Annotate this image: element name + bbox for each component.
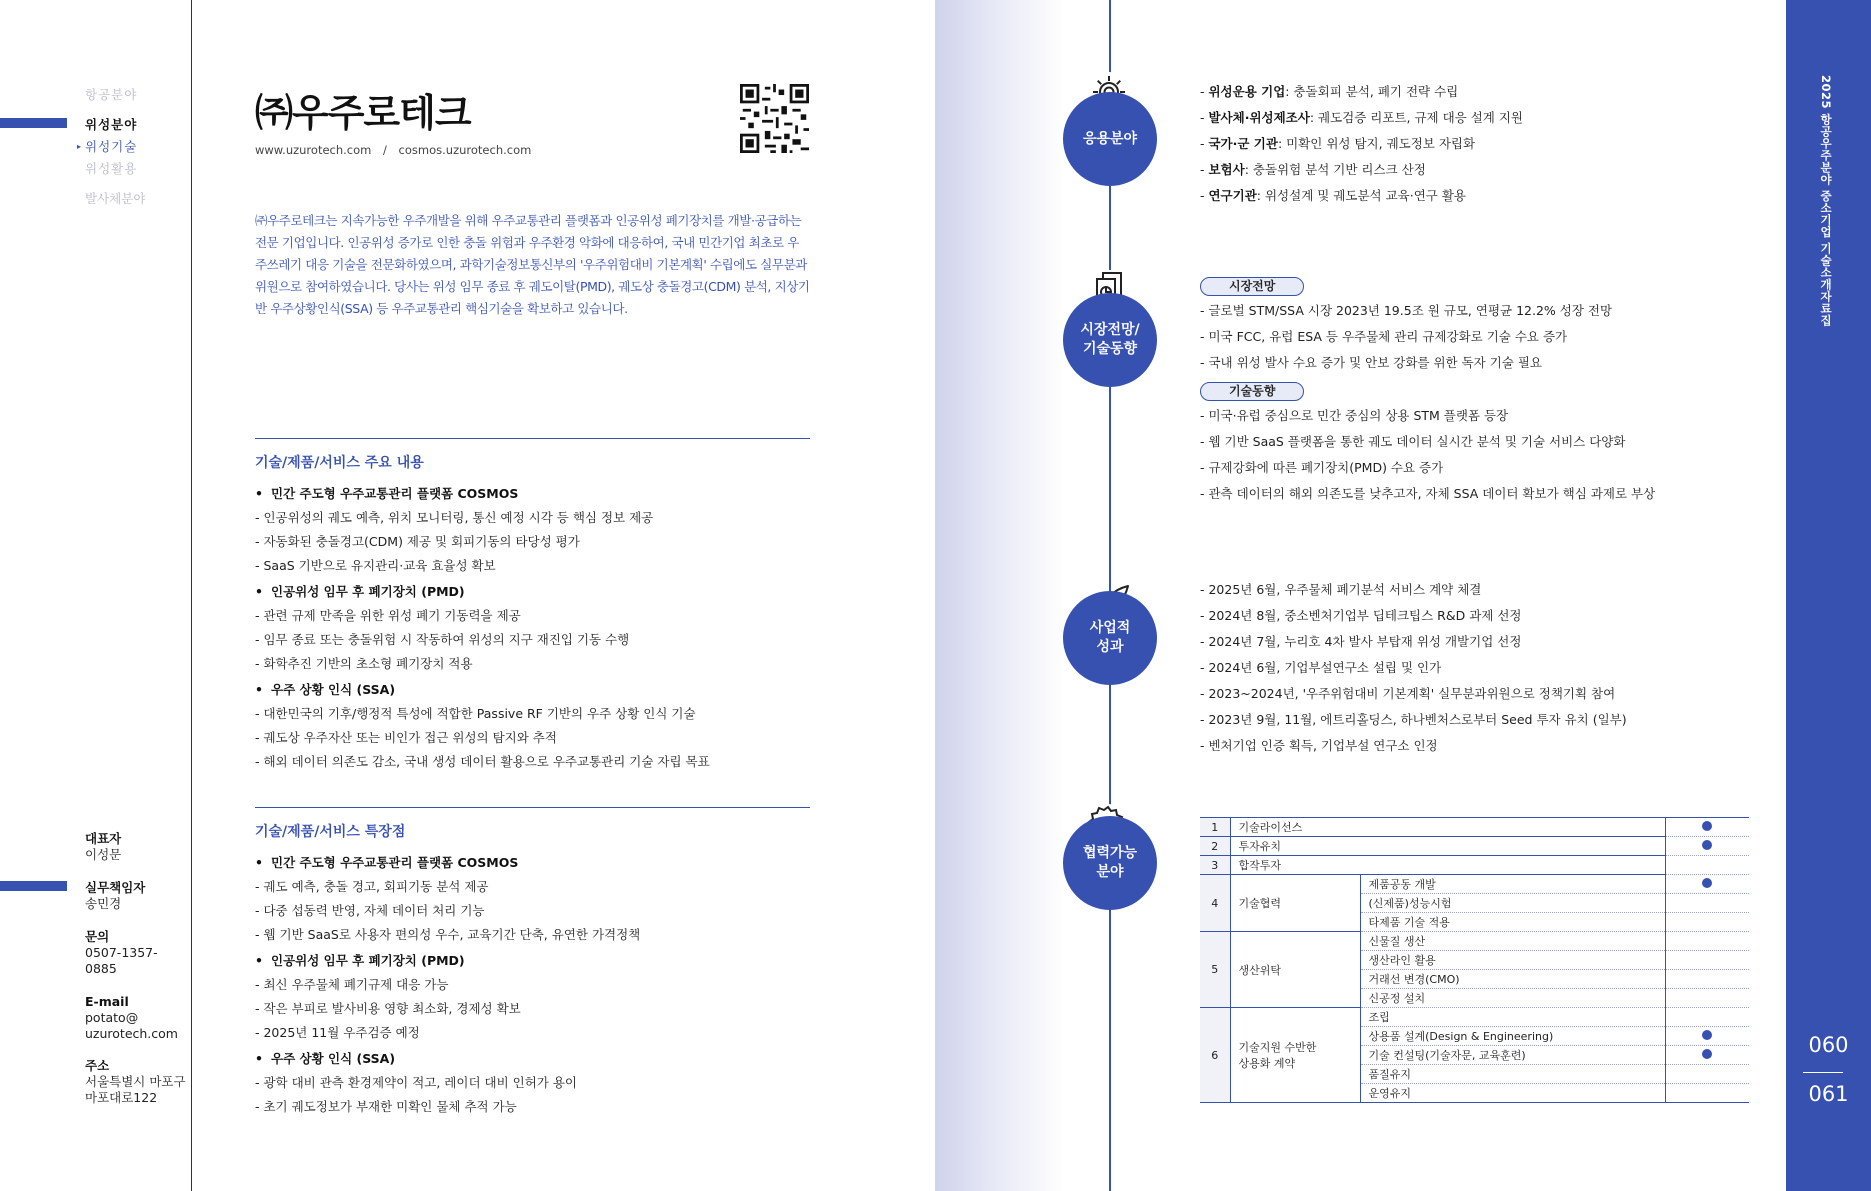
row-category: 투자유치 <box>1230 837 1665 856</box>
application-item <box>1200 183 1760 209</box>
main-group-head: • 우주 상황 인식 (SSA) <box>255 678 815 702</box>
market-item: - 글로벌 STM/SSA 시장 2023년 19.5조 원 규모, 연평균 12.2% 성장 전망 <box>1200 298 1760 324</box>
table-row <box>1200 875 1749 894</box>
main-item: - 해외 데이터 의존도 감소, 국내 생성 데이터 활용으로 우주교통관리 기술 자립 목표 <box>255 750 815 774</box>
row-subcategory: 상용품 설계(Design & Engineering) <box>1360 1027 1665 1046</box>
application-item-text: : 충돌회피 분석, 폐기 전략 수립 <box>1285 84 1459 99</box>
contact-phone <box>85 928 195 977</box>
table-row <box>1200 932 1749 951</box>
url-separator: / <box>383 143 387 157</box>
feature-item: - 웹 기반 SaaS로 사용자 편의성 우수, 교육기간 단축, 유연한 가격정책 <box>255 923 815 947</box>
achievement-item: - 2023~2024년, '우주위험대비 기본계획' 실무분과위원으로 정책기획 참여 <box>1200 681 1760 707</box>
table-row <box>1200 818 1749 837</box>
feature-item: - 최신 우주물체 폐기규제 대응 가능 <box>255 973 815 997</box>
company-intro: ㈜우주로테크는 지속가능한 우주개발을 위해 우주교통관리 플랫폼과 인공위성 폐기장치를 개발·공급하는 전문 기업입니다. 인공위성 증가로 인한 충돌 위험과 우주환경 악화에 대응하여, 국내 민간기업 최초로 우주쓰레기 대응 기술을 전문화하였으며, 과학기술정보통신부의 '우주위험대비 기본계획' 수립에도 실무분과위원으로 참여하였습니다. 당사는 위성 임무 종료 후 궤도이탈(PMD), 궤도상 충돌경고(CDM) 분석, 지상기반 우주상황인식(SSA) 등 우주교통관리 핵심기술을 확보하고 있습니다. <box>255 213 810 316</box>
contact-address <box>85 1057 195 1106</box>
phone-value: 0507-1357- 0885 <box>85 945 158 976</box>
achievement-item: - 2025년 6월, 우주물체 폐기분석 서비스 계약 체결 <box>1200 577 1760 603</box>
address-value: 서울특별시 마포구 마포대로122 <box>85 1074 186 1105</box>
row-subcategory: (신제품)성능시험 <box>1360 894 1665 913</box>
address-label: 주소 <box>85 1058 110 1073</box>
manager-label: 실무책임자 <box>85 880 146 895</box>
sidebar-marker-category <box>0 118 67 128</box>
email-label: E-mail <box>85 994 129 1009</box>
nav-item-satellite-use[interactable]: 위성활용 <box>85 161 138 176</box>
section-divider-features <box>255 807 810 808</box>
pill-market: 시장전망 <box>1200 277 1304 296</box>
row-number: 5 <box>1200 932 1230 1008</box>
row-check-cell <box>1665 932 1749 951</box>
row-check-cell <box>1665 1027 1749 1046</box>
trend-item: - 관측 데이터의 해외 의존도를 낮추고자, 자체 SSA 데이터 확보가 핵심 과제로 부상 <box>1200 481 1760 507</box>
left-page <box>0 0 935 1191</box>
row-subcategory: 조립 <box>1360 1008 1665 1027</box>
check-dot-icon <box>1702 878 1712 888</box>
achievement-item: - 벤처기업 인증 획득, 기업부설 연구소 인정 <box>1200 733 1760 759</box>
feature-group-head: • 민간 주도형 우주교통관리 플랫폼 COSMOS <box>255 851 815 875</box>
application-item-bold: 발사체·위성제조사 <box>1208 110 1310 125</box>
application-item-bold: 연구기관 <box>1208 188 1257 203</box>
row-check-cell <box>1665 1008 1749 1027</box>
feature-item: - 작은 부피로 발사비용 영향 최소화, 경제성 확보 <box>255 997 815 1021</box>
row-subcategory: 거래선 변경(CMO) <box>1360 970 1665 989</box>
row-subcategory: 타제품 기술 적용 <box>1360 913 1665 932</box>
table-row <box>1200 1008 1749 1027</box>
row-check-cell <box>1665 837 1749 856</box>
main-content-list <box>255 482 815 774</box>
nav-item-satellite-tech-label: 위성기술 <box>85 139 138 154</box>
row-number: 1 <box>1200 818 1230 837</box>
achievement-item: - 2024년 6월, 기업부설연구소 설립 및 인가 <box>1200 655 1760 681</box>
main-item: - 화학추진 기반의 초소형 폐기장치 적용 <box>255 652 815 676</box>
achievement-item: - 2023년 9월, 11월, 에트리홀딩스, 하나벤처스로부터 Seed 투자 유치 (일부) <box>1200 707 1760 733</box>
row-number: 2 <box>1200 837 1230 856</box>
application-item <box>1200 79 1760 105</box>
cooperation-table <box>1200 817 1749 1103</box>
row-number: 6 <box>1200 1008 1230 1103</box>
nav-item-satellite[interactable]: 위성분야 <box>85 117 138 132</box>
section-title-features: 기술/제품/서비스 특장점 <box>255 824 406 840</box>
manager-value: 송민경 <box>85 896 122 911</box>
row-check-cell <box>1665 856 1749 875</box>
application-item <box>1200 105 1760 131</box>
market-list <box>1200 275 1760 507</box>
page-gutter <box>935 0 1065 1191</box>
row-check-cell <box>1665 970 1749 989</box>
check-dot-icon <box>1702 821 1712 831</box>
row-category: 기술협력 <box>1230 875 1360 932</box>
contact-manager <box>85 879 195 912</box>
ceo-label: 대표자 <box>85 831 122 846</box>
feature-item: - 광학 대비 관측 환경제약이 적고, 레이더 대비 인허가 용이 <box>255 1071 815 1095</box>
nav-item-aviation[interactable]: 항공분야 <box>85 87 138 102</box>
row-subcategory: 생산라인 활용 <box>1360 951 1665 970</box>
application-item-text: : 위성설계 및 궤도분석 교육·연구 활용 <box>1256 188 1466 203</box>
row-check-cell <box>1665 875 1749 894</box>
check-dot-icon <box>1702 1049 1712 1059</box>
page-number-right: 061 <box>1808 1082 1849 1106</box>
application-item <box>1200 157 1760 183</box>
feature-item: - 다중 섭동력 반영, 자체 데이터 처리 기능 <box>255 899 815 923</box>
check-dot-icon <box>1702 1030 1712 1040</box>
contact-ceo <box>85 830 195 863</box>
row-category: 기술지원 수반한 상용화 계약 <box>1230 1008 1360 1103</box>
achievement-item: - 2024년 7월, 누리호 4차 발사 부탑재 위성 개발기업 선정 <box>1200 629 1760 655</box>
row-check-cell <box>1665 913 1749 932</box>
feature-group-head: • 우주 상황 인식 (SSA) <box>255 1047 815 1071</box>
section-divider-main <box>255 438 810 439</box>
email-value: potato@ uzurotech.com <box>85 1010 178 1041</box>
feature-item: - 2025년 11월 우주검증 예정 <box>255 1021 815 1045</box>
feature-group-head: • 인공위성 임무 후 폐기장치 (PMD) <box>255 949 815 973</box>
nav-arrow-icon: ▸ <box>77 142 83 151</box>
company-url-cosmos[interactable]: cosmos.uzurotech.com <box>398 143 532 157</box>
row-check-cell <box>1665 1065 1749 1084</box>
row-category: 생산위탁 <box>1230 932 1360 1008</box>
main-item: - SaaS 기반으로 유지관리·교육 효율성 확보 <box>255 554 815 578</box>
contact-email <box>85 993 195 1042</box>
company-urls <box>255 143 531 157</box>
row-check-cell <box>1665 951 1749 970</box>
trend-item: - 미국·유럽 중심으로 민간 중심의 상용 STM 플랫폼 등장 <box>1200 403 1760 429</box>
main-group-head: • 민간 주도형 우주교통관리 플랫폼 COSMOS <box>255 482 815 506</box>
category-nav <box>77 84 185 210</box>
table-row <box>1200 837 1749 856</box>
market-item: - 국내 위성 발사 수요 증가 및 안보 강화를 위한 독자 기술 필요 <box>1200 350 1760 376</box>
main-item: - 대한민국의 기후/행정적 특성에 적합한 Passive RF 기반의 우주 상황 인식 기술 <box>255 702 815 726</box>
row-subcategory: 신공정 설치 <box>1360 989 1665 1008</box>
company-url-main[interactable]: www.uzurotech.com <box>255 143 372 157</box>
trend-item: - 웹 기반 SaaS 플랫폼을 통한 궤도 데이터 실시간 분석 및 기술 서비스 다양화 <box>1200 429 1760 455</box>
nav-item-launch[interactable]: 발사체분야 <box>85 191 146 206</box>
row-check-cell <box>1665 818 1749 837</box>
pill-tech-trend: 기술동향 <box>1200 382 1304 401</box>
application-item-text: : 충돌위험 분석 기반 리스크 산정 <box>1244 162 1426 177</box>
market-item: - 미국 FCC, 유럽 ESA 등 우주물체 관리 규제강화로 기술 수요 증가 <box>1200 324 1760 350</box>
application-list <box>1200 79 1760 209</box>
row-subcategory: 제품공동 개발 <box>1360 875 1665 894</box>
main-group-head: • 인공위성 임무 후 폐기장치 (PMD) <box>255 580 815 604</box>
page-number-separator <box>1803 1072 1843 1073</box>
qr-code-icon[interactable] <box>740 84 809 153</box>
row-check-cell <box>1665 1046 1749 1065</box>
row-category: 기술라이선스 <box>1230 818 1665 837</box>
main-item: - 자동화된 충돌경고(CDM) 제공 및 회피기동의 타당성 평가 <box>255 530 815 554</box>
book-title: 2025 항공우주분야 중소기업 기술소개자료집 <box>1819 75 1833 327</box>
achievement-item: - 2024년 8월, 중소벤처기업부 딥테크팁스 R&D 과제 선정 <box>1200 603 1760 629</box>
trend-item: - 규제강화에 따른 폐기장치(PMD) 수요 증가 <box>1200 455 1760 481</box>
row-category: 합작투자 <box>1230 856 1665 875</box>
main-item: - 관련 규제 만족을 위한 위성 폐기 기동력을 제공 <box>255 604 815 628</box>
page-number-left: 060 <box>1808 1033 1849 1057</box>
row-subcategory: 품질유지 <box>1360 1065 1665 1084</box>
application-item-bold: 위성운용 기업 <box>1208 84 1286 99</box>
nav-item-satellite-tech[interactable] <box>77 136 185 158</box>
application-item <box>1200 131 1760 157</box>
row-subcategory: 운영유지 <box>1360 1084 1665 1103</box>
ceo-value: 이성문 <box>85 847 122 862</box>
feature-item: - 궤도 예측, 충돌 경고, 회피기동 분석 제공 <box>255 875 815 899</box>
features-list <box>255 851 815 1119</box>
section-title-main: 기술/제품/서비스 주요 내용 <box>255 455 424 471</box>
company-name: ㈜우주로테크 <box>255 91 471 135</box>
row-number: 3 <box>1200 856 1230 875</box>
feature-item: - 초기 궤도정보가 부재한 미확인 물체 추적 가능 <box>255 1095 815 1119</box>
phone-label: 문의 <box>85 929 110 944</box>
node-achievements: 사업적 성과 <box>1063 591 1157 685</box>
row-check-cell <box>1665 989 1749 1008</box>
row-check-cell <box>1665 894 1749 913</box>
application-item-text: : 미확인 위성 탐지, 궤도정보 자립화 <box>1277 136 1476 151</box>
main-item: - 임무 종료 또는 충돌위험 시 작동하여 위성의 지구 재진입 기동 수행 <box>255 628 815 652</box>
application-item-text: : 궤도검증 리포트, 규제 대응 설계 지원 <box>1309 110 1523 125</box>
node-cooperation: 협력가능 분야 <box>1063 816 1157 910</box>
table-row <box>1200 856 1749 875</box>
application-item-bold: 국가·군 기관 <box>1208 136 1278 151</box>
row-subcategory: 신물질 생산 <box>1360 932 1665 951</box>
check-dot-icon <box>1702 840 1712 850</box>
main-item: - 궤도상 우주자산 또는 비인가 접근 위성의 탐지와 추적 <box>255 726 815 750</box>
node-application: 응용분야 <box>1063 92 1157 186</box>
node-market: 시장전망/ 기술동향 <box>1063 293 1157 387</box>
main-item: - 인공위성의 궤도 예측, 위치 모니터링, 통신 예정 시각 등 핵심 정보 제공 <box>255 506 815 530</box>
sidebar-marker-contact <box>0 881 67 891</box>
row-check-cell <box>1665 1084 1749 1103</box>
achievements-list <box>1200 577 1760 759</box>
row-subcategory: 기술 컨설팅(기술자문, 교육훈련) <box>1360 1046 1665 1065</box>
row-number: 4 <box>1200 875 1230 932</box>
application-item-bold: 보험사 <box>1208 162 1245 177</box>
